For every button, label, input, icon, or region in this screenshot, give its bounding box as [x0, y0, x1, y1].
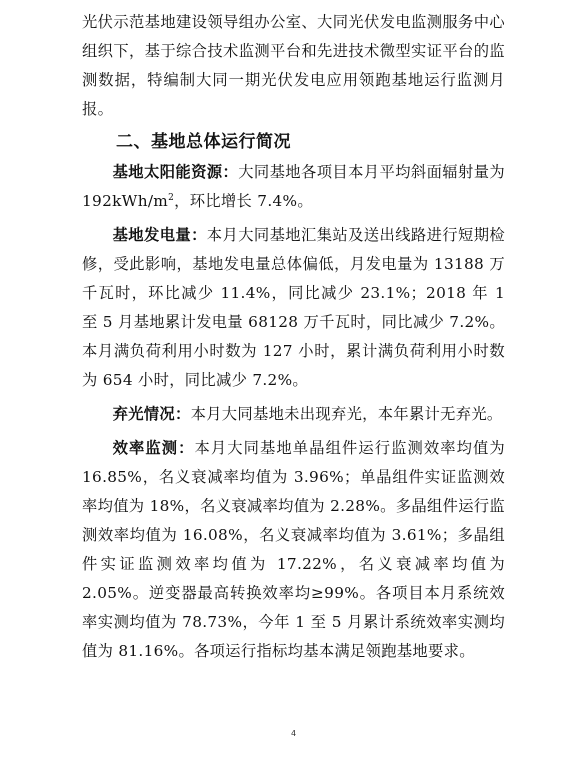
efficiency-label: 效率监测：: [112, 439, 195, 457]
curtailment-paragraph: [82, 400, 505, 429]
solar-resource-paragraph: [82, 158, 505, 216]
efficiency-paragraph: [82, 434, 505, 666]
curtailment-label: 弃光情况：: [112, 405, 191, 423]
solar-resource-label: 基地太阳能资源：: [112, 163, 239, 181]
generation-label: 基地发电量：: [112, 226, 207, 244]
solar-resource-text: 大同基地各项目本月平均斜面辐射量为 192kWh/m: [82, 163, 505, 210]
section-heading: 二、基地总体运行简况: [116, 132, 291, 152]
solar-resource-text-end: ，环比增长 7.4%。: [174, 192, 313, 210]
solar-resource-unit-exponent: 2: [168, 192, 175, 203]
page-number: 4: [290, 729, 297, 738]
curtailment-text: 本月大同基地未出现弃光，本年累计无弃光。: [190, 405, 503, 423]
generation-text: 本月大同基地汇集站及送出线路进行短期检修，受此影响，基地发电量总体偏低，月发电量为 13188 万千瓦时，环比减少 11.4%，同比减少 23.1%；2018 年 1 至 5 月基地累计发电量 68128 万千瓦时，同比减少 7.2%。本月满负荷利用小时数为 127 小时，累计满负荷利用小时数为 654 小时，同比减少 7.2%。: [82, 226, 505, 389]
efficiency-text: 本月大同基地单晶组件运行监测效率均值为 16.85%，名义衰减率均值为 3.96%；单晶组件实证监测效率均值为 18%，名义衰减率均值为 2.28%。多晶组件运行监测效率均值为 16.08%，名义衰减率均值为 3.61%；多晶组件实证监测效率均值为 17.22%，名义衰减率均值为 2.05%。逆变器最高转换效率均≥99%。各项目本月系统效率实测均值为 78.73%，今年 1 至 5 月累计系统效率实测均值为 81.16%。各项运行指标均基本满足领跑基地要求。: [82, 439, 505, 660]
generation-paragraph: [82, 221, 505, 395]
intro-paragraph: 光伏示范基地建设领导组办公室、大同光伏发电监测服务中心组织下，基于综合技术监测平台和先进技术微型实证平台的监测数据，特编制大同一期光伏发电应用领跑基地运行监测月报。: [82, 13, 505, 118]
